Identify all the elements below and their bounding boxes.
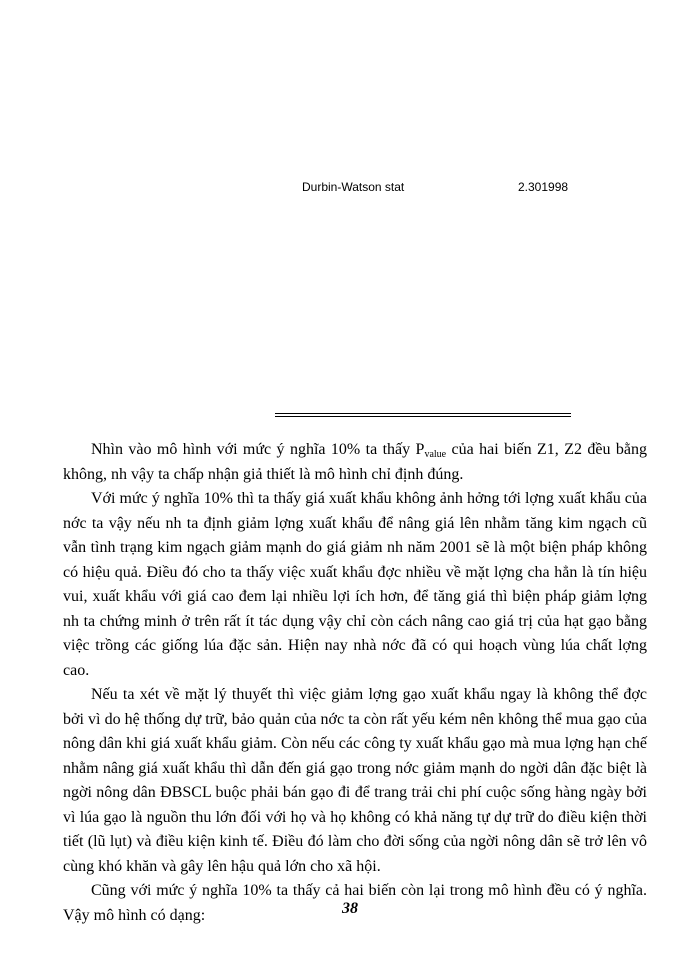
regression-stat-row <box>0 180 700 196</box>
p-value-subscript: value <box>424 449 447 460</box>
table-bottom-rule <box>275 413 571 417</box>
paragraph-2: Với mức ý nghĩa 10% thì ta thấy giá xuất khẩu không ảnh hởng tới lợng xuất khẩu của nớc ta vậy nếu nh ta định giảm lợng xuất khẩu để nâng giá lên nhằm tăng kim ngạch cũ vẫn tình trạng kim ngạch giảm mạnh do giá giảm nh năm 2001 sẽ là một biện pháp không có hiệu quả. Điều đó cho ta thấy việc xuất khẩu đợc nhiều về mặt lợng cha hẳn là tín hiệu vui, xuất khẩu với giá cao đem lại nhiều lợi ích hơn, để tăng giá thì biện pháp giảm lợng nh ta chứng minh ở trên rất ít tác dụng vậy chỉ còn cách nâng cao giá trị của hạt gạo bằng việc trồng các giống lúa đặc sản. Hiện nay nhà nớc đã có qui hoạch vùng lúa chất lợng cao. <box>63 490 647 679</box>
paragraph-1-end: của hai biến Z1, Z2 đều bằng không, nh vậy ta chấp nhận giả thiết là mô hình chỉ định đúng. <box>63 441 647 483</box>
durbin-watson-label: Durbin-Watson stat <box>302 180 405 194</box>
paragraph-3: Nếu ta xét về mặt lý thuyết thì việc giảm lợng gạo xuất khẩu ngay là không thể đợc bởi vì do hệ thống dự trữ, bảo quản của nớc ta còn rất yếu kém nên không thể mua gạo của nông dân khi giá xuất khẩu giảm. Còn nếu các công ty xuất khẩu gạo mà mua lợng hạn chế nhằm nâng giá xuất khẩu thì dẫn đến giá gạo trong nớc giảm mạnh do ngời dân đặc biệt là ngời nông dân ĐBSCL buộc phải bán gạo đi để trang trải chi phí cuộc sống hàng ngày bởi vì lúa gạo là nguồn thu lớn đối với họ và họ không có khả năng tự dự trữ do điều kiện thời tiết (lũ lụt) và điều kiện kinh tế. Điều đó làm cho đời sống của ngời nông dân sẽ trở lên vô cùng khó khăn và gây lên hậu quả lớn cho xã hội. <box>63 686 647 875</box>
p-value-symbol <box>416 441 447 458</box>
paragraph-1-start: Nhìn vào mô hình với mức ý nghĩa 10% ta thấy <box>91 441 416 458</box>
paragraph-4: Cũng với mức ý nghĩa 10% ta thấy cả hai biến còn lại trong mô hình đều có ý nghĩa. Vậy mô hình có dạng: <box>63 882 647 924</box>
page-number: 38 <box>342 900 358 917</box>
durbin-watson-value: 2.301998 <box>518 180 569 194</box>
p-value-base: P <box>415 441 425 458</box>
body-text <box>63 438 647 928</box>
paragraph-1 <box>63 438 647 487</box>
